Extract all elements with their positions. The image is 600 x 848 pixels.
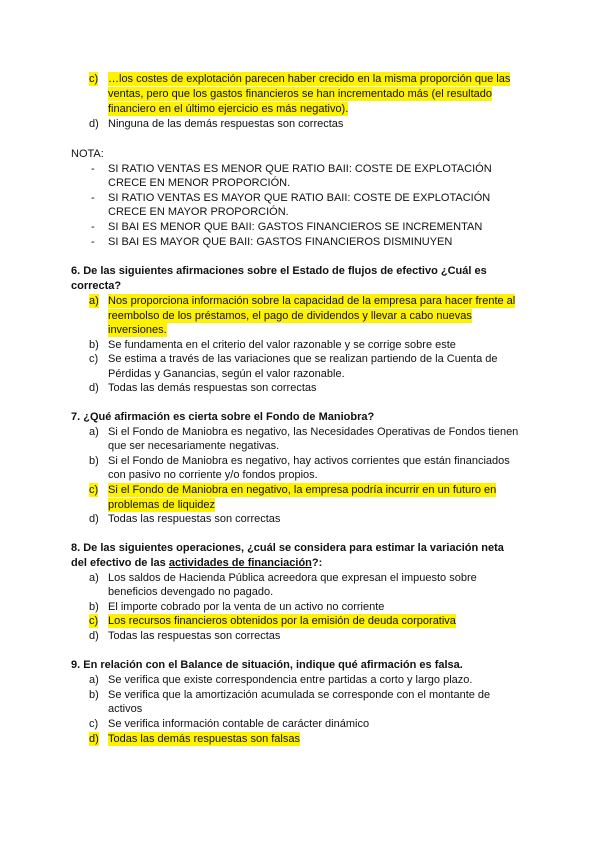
option-text: Se fundamenta en el criterio del valor razonable y se corrige sobre este xyxy=(108,339,456,351)
option-text: Si el Fondo de Maniobra es negativo, hay activos corrientes que están financiados xyxy=(108,455,510,467)
option-label: d) xyxy=(89,630,99,642)
option-label: d) xyxy=(89,513,99,525)
nota-title: NOTA: xyxy=(71,148,104,160)
option-label: a) xyxy=(89,295,99,307)
option-label: c) xyxy=(89,484,99,496)
nota-item: SI RATIO VENTAS ES MAYOR QUE RATIO BAII: COSTE DE EXPLOTACIÓN xyxy=(108,192,491,204)
option-label: d) xyxy=(89,733,99,745)
option-text: reembolso de los préstamos, el pago de dividendos y llevar a cabo nuevas xyxy=(108,310,472,322)
option-text: financiero en el último ejercicio es más negativo). xyxy=(108,103,349,115)
nota-dash: - xyxy=(91,192,95,204)
option-text: problemas de liquidez xyxy=(108,499,216,511)
nota-item: SI BAI ES MAYOR QUE BAII: GASTOS FINANCIEROS DISMINUYEN xyxy=(108,236,453,248)
question-title-text: del efectivo de las xyxy=(71,557,169,569)
option-text: El importe cobrado por la venta de un activo no corriente xyxy=(108,601,385,613)
nota-dash: - xyxy=(91,236,95,248)
option-text: Nos proporciona información sobre la capacidad de la empresa para hacer frente al xyxy=(108,295,516,307)
option-label: b) xyxy=(89,601,99,613)
option-text: Los saldos de Hacienda Pública acreedora que expresan el impuesto sobre xyxy=(108,572,477,584)
option-text: Se estima a través de las variaciones que se realizan partiendo de la Cuenta de xyxy=(108,353,498,365)
nota-dash: - xyxy=(91,221,95,233)
q7-title: 7. ¿Qué afirmación es cierta sobre el Fondo de Maniobra? xyxy=(71,411,375,423)
option-text: Se verifica que existe correspondencia entre partidas a corto y largo plazo. xyxy=(108,674,473,686)
question-title: 6. De las siguientes afirmaciones sobre el Estado de flujos de efectivo ¿Cuál es xyxy=(71,265,487,277)
option-label: c) xyxy=(89,718,99,730)
option-text: Ninguna de las demás respuestas son correctas xyxy=(108,118,344,130)
option-label: a) xyxy=(89,572,99,584)
question-title: correcta? xyxy=(71,280,122,292)
option-text: Los recursos financieros obtenidos por la emisión de deuda corporativa xyxy=(108,615,456,627)
option-text: ventas, pero que los gastos financieros se han incrementado más (el resultado xyxy=(108,88,492,100)
nota-dash: - xyxy=(91,163,95,175)
question-title xyxy=(71,556,322,570)
question-title-underlined: actividades de financiación xyxy=(168,557,312,569)
option-text: Se verifica información contable de carácter dinámico xyxy=(108,718,370,730)
option-text: Todas las respuestas son correctas xyxy=(108,630,281,642)
option-text: Pérdidas y Ganancias, según el valor razonable. xyxy=(108,368,345,380)
option-text: Si el Fondo de Maniobra en negativo, la empresa podría incurrir en un futuro en xyxy=(108,484,497,496)
option-text: con pasivo no corriente y/o fondos propios. xyxy=(108,469,318,481)
option-label: d) xyxy=(89,118,99,130)
nota-item: SI BAI ES MENOR QUE BAII: GASTOS FINANCIEROS SE INCREMENTAN xyxy=(108,221,483,233)
nota-item: CRECE EN MENOR PROPORCIÓN. xyxy=(108,177,291,189)
option-text: Si el Fondo de Maniobra es negativo, las Necesidades Operativas de Fondos tienen xyxy=(108,426,519,438)
option-text: …los costes de explotación parecen haber crecido en la misma proporción que las xyxy=(108,73,511,85)
option-label: b) xyxy=(89,339,99,351)
option-label: c) xyxy=(89,73,99,85)
option-text: inversiones. xyxy=(108,324,167,336)
question-title: 8. De las siguientes operaciones, ¿cuál se considera para estimar la variación neta xyxy=(71,542,504,554)
option-label: c) xyxy=(89,353,99,365)
option-label: a) xyxy=(89,674,99,686)
option-label: d) xyxy=(89,382,99,394)
nota-item: SI RATIO VENTAS ES MENOR QUE RATIO BAII: COSTE DE EXPLOTACIÓN xyxy=(108,163,492,175)
option-text: activos xyxy=(108,703,143,715)
question-title-text: ?: xyxy=(311,557,323,569)
q9-title: 9. En relación con el Balance de situación, indique qué afirmación es falsa. xyxy=(71,659,463,671)
option-text: Se verifica que la amortización acumulada se corresponde con el montante de xyxy=(108,689,491,701)
option-text: Todas las demás respuestas son falsas xyxy=(108,733,300,745)
nota-item: CRECE EN MAYOR PROPORCIÓN. xyxy=(108,206,289,218)
option-label: b) xyxy=(89,455,99,467)
option-text: Todas las demás respuestas son correctas xyxy=(108,382,317,394)
option-text: que ser necesariamente negativas. xyxy=(108,440,280,452)
option-label: c) xyxy=(89,615,99,627)
option-label: a) xyxy=(89,426,99,438)
option-text: Todas las respuestas son correctas xyxy=(108,513,281,525)
option-text: beneficios devengado no pagado. xyxy=(108,586,274,598)
option-label: b) xyxy=(89,689,99,701)
